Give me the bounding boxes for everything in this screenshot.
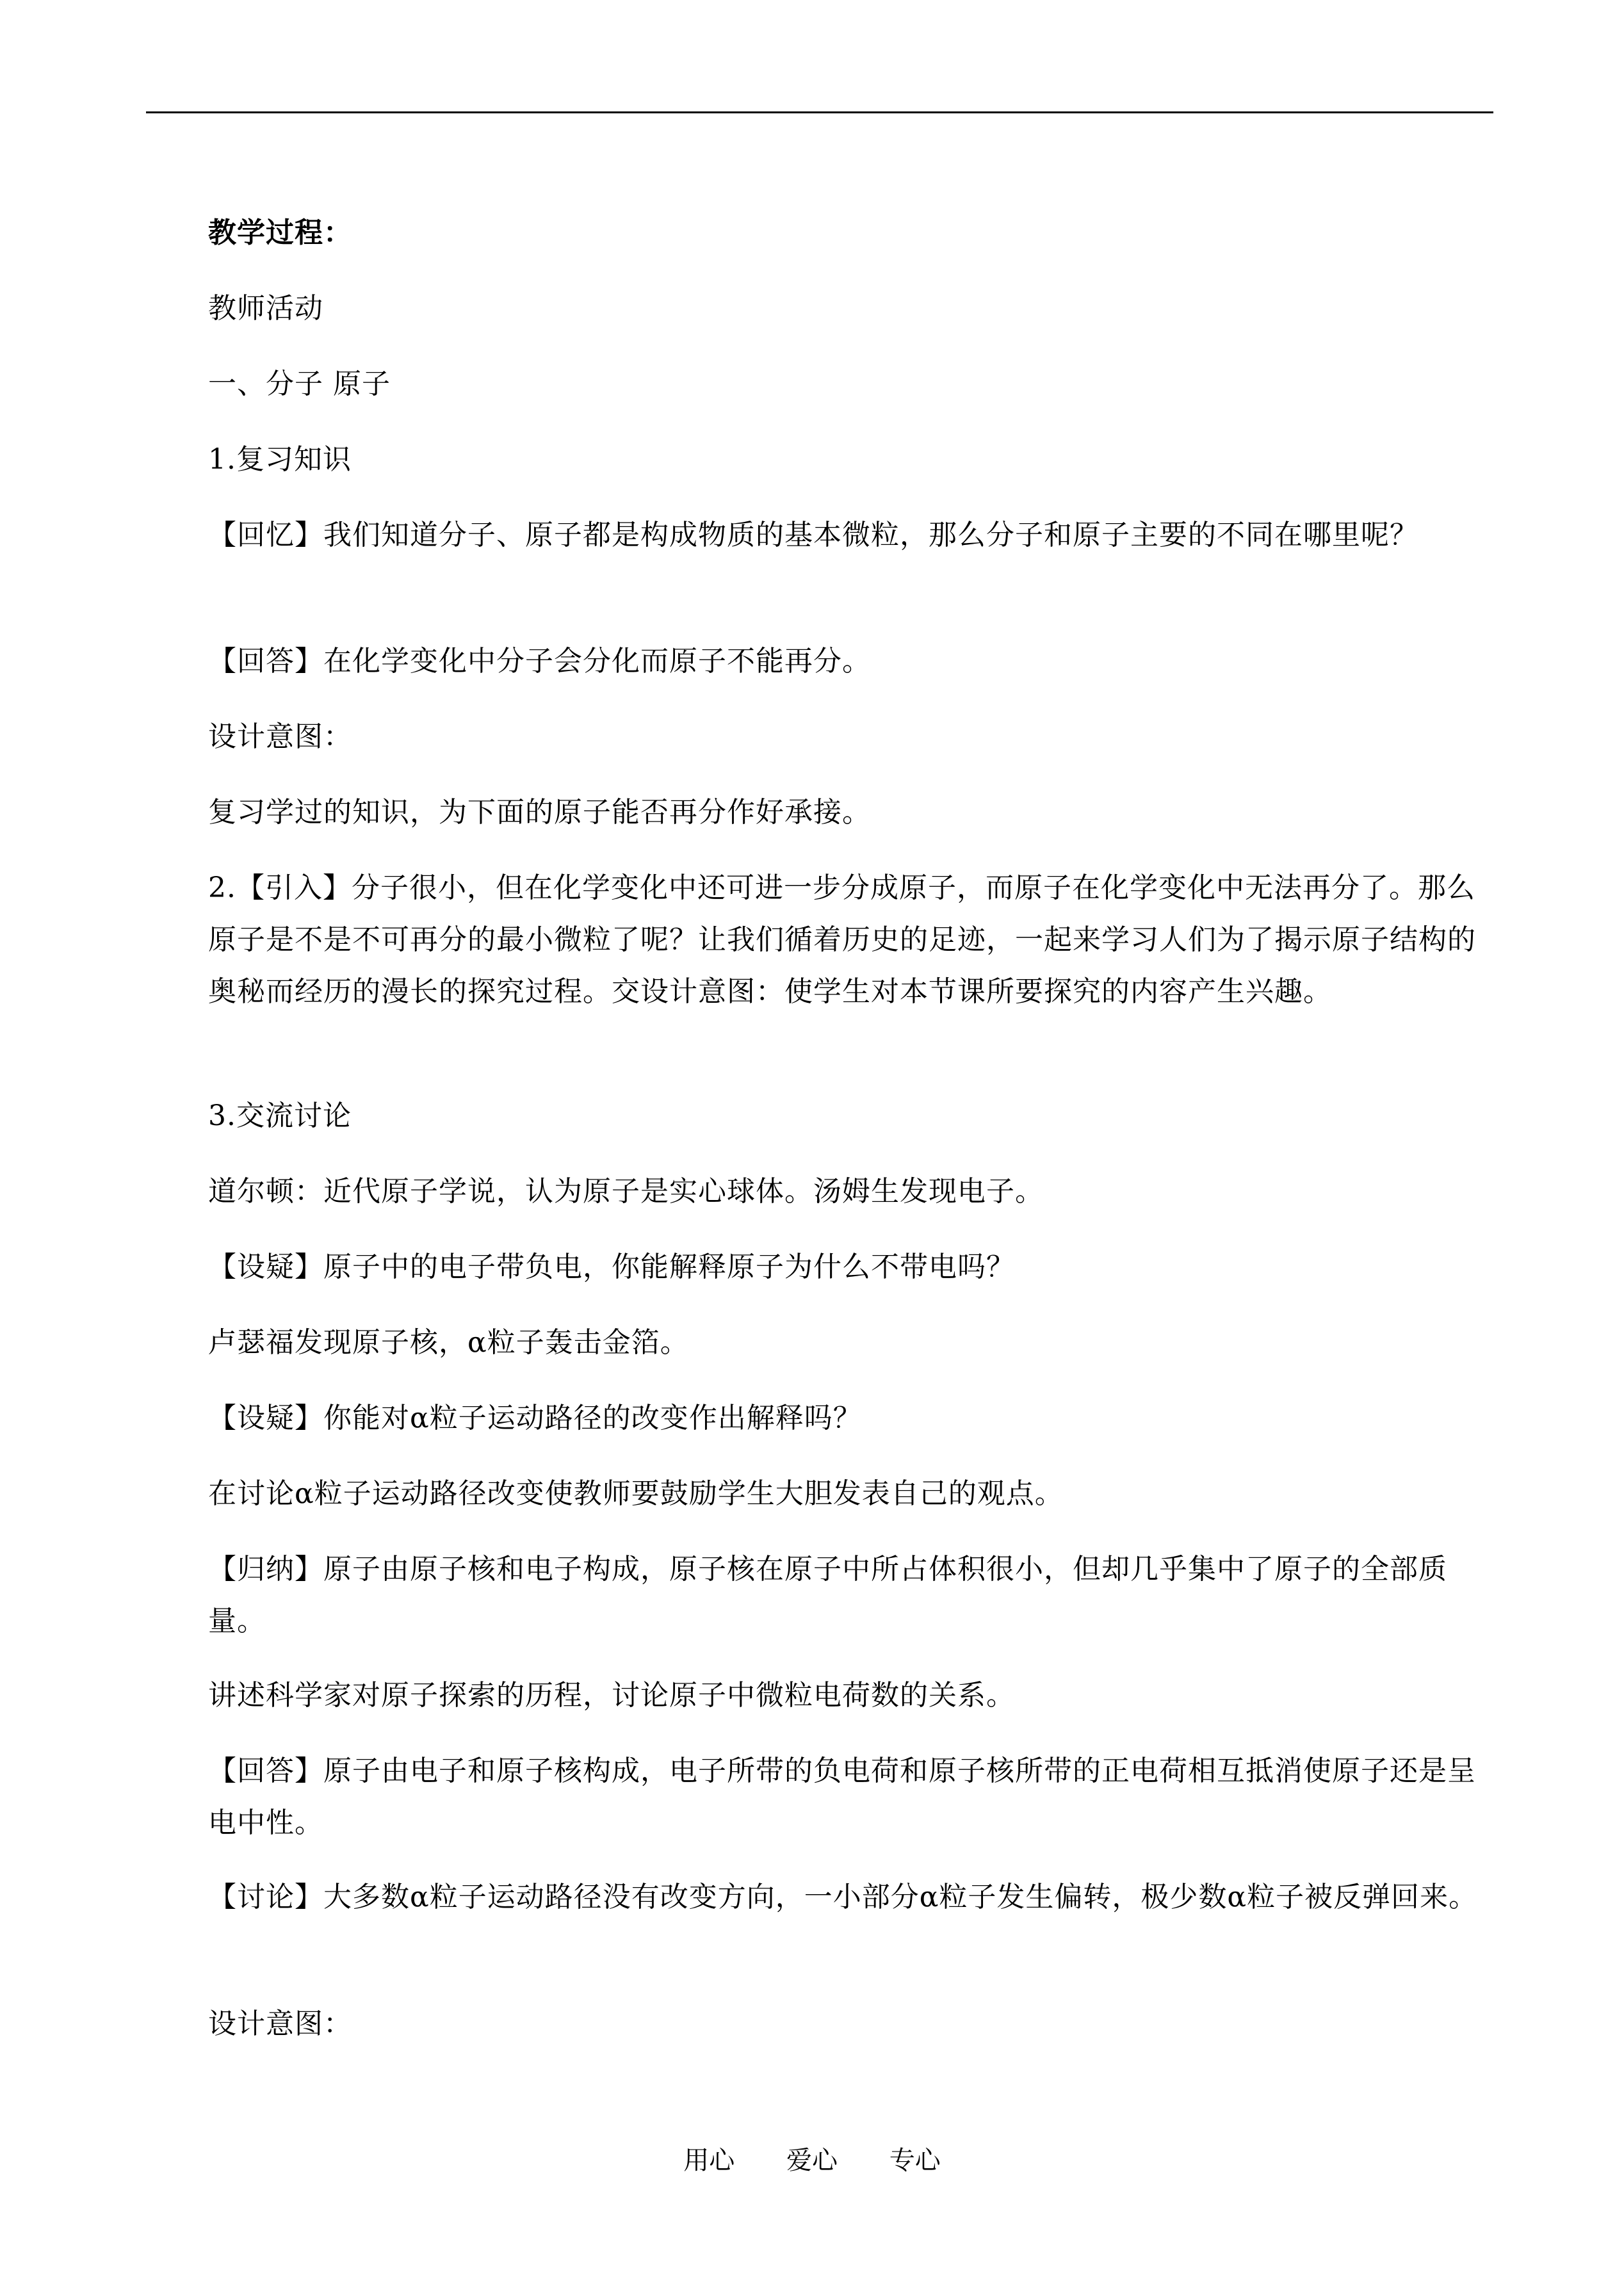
paragraph: 讲述科学家对原子探索的历程，讨论原子中微粒电荷数的关系。 [208, 1679, 1015, 1712]
paragraph: 1.复习知识 [208, 443, 352, 476]
section-heading: 教学过程： [208, 216, 352, 249]
paragraph: 【讨论】大多数α粒子运动路径没有改变方向，一小部分α粒子发生偏转，极少数α粒子被反弹回来。 [208, 1881, 1478, 1913]
page-footer [0, 2141, 1624, 2180]
paragraph: 【回答】在化学变化中分子会分化而原子不能再分。 [208, 645, 871, 677]
paragraph: 在讨论α粒子运动路径改变使教师要鼓励学生大胆发表自己的观点。 [208, 1477, 1064, 1510]
paragraph: 设计意图： [208, 2007, 352, 2040]
paragraph: 【设疑】原子中的电子带负电，你能解释原子为什么不带电吗？ [208, 1251, 1015, 1283]
footer-text: 用心 [683, 2146, 735, 2175]
paragraph: 复习学过的知识，为下面的原子能否再分作好承接。 [208, 796, 871, 829]
paragraph: 3.交流讨论 [208, 1099, 352, 1132]
paragraph: 教师活动 [208, 292, 323, 325]
paragraph: 道尔顿：近代原子学说，认为原子是实心球体。汤姆生发现电子。 [208, 1175, 1044, 1208]
paragraph: 【设疑】你能对α粒子运动路径的改变作出解释吗？ [208, 1402, 862, 1434]
paragraph: 2.【引入】分子很小，但在化学变化中还可进一步分成原子，而原子在化学变化中无法再分了。那么原子是不是不可再分的最小微粒了呢？让我们循着历史的足迹，一起来学习人们为了揭示原子结构的奥秘而经历的漫长的探究过程。交设计意图：使学生对本节课所要探究的内容产生兴趣。 [208, 872, 1476, 1008]
paragraph: 【回忆】我们知道分子、原子都是构成物质的基本微粒，那么分子和原子主要的不同在哪里呢？ [208, 519, 1418, 551]
paragraph: 卢瑟福发现原子核，α粒子轰击金箔。 [208, 1326, 689, 1359]
paragraph: 【回答】原子由电子和原子核构成，电子所带的负电荷和原子核所带的正电荷相互抵消使原子还是呈电中性。 [208, 1755, 1476, 1839]
paragraph: 一、分子 原子 [208, 368, 391, 400]
header-rule [146, 111, 1493, 113]
footer-text: 专心 [889, 2146, 941, 2175]
paragraph: 【归纳】原子由原子核和电子构成，原子核在原子中所占体积很小，但却几乎集中了原子的全部质量。 [208, 1553, 1447, 1637]
footer-text: 爱心 [786, 2146, 838, 2175]
paragraph: 设计意图： [208, 720, 352, 753]
